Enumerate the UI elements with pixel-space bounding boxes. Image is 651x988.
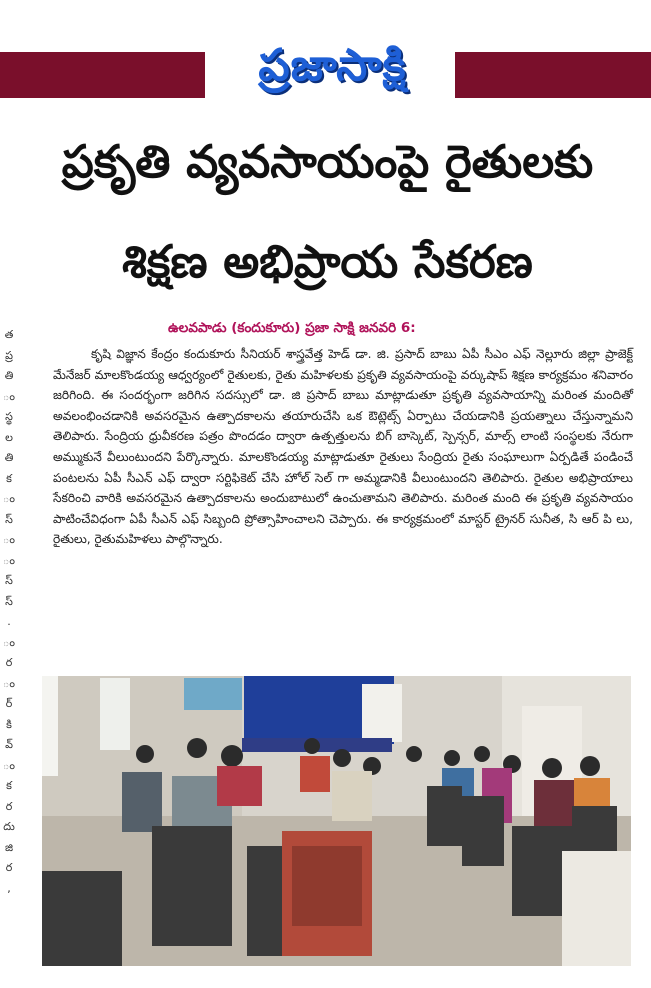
adjacent-column-char: స్ [5, 574, 13, 587]
adjacent-column-char: ర [5, 799, 13, 813]
adjacent-column-char: త [4, 328, 14, 341]
newspaper-logo: ప్రజాసాక్షి [258, 40, 407, 91]
masthead [0, 0, 651, 110]
adjacent-column-char: , [7, 881, 11, 895]
adjacent-column-char: స్ [5, 512, 13, 526]
adjacent-column-char: తి [4, 451, 14, 464]
masthead-bar-left [0, 52, 205, 98]
headline-line-2: శిక్షణ అభిప్రాయ సేకరణ [122, 235, 533, 288]
adjacent-column-char: ప్ర [5, 348, 13, 362]
adjacent-column-char: వ్ [5, 738, 13, 751]
adjacent-column-char: ం [3, 389, 15, 403]
adjacent-column-char: ం [3, 492, 15, 505]
adjacent-column-char: ం [3, 533, 15, 546]
workshop-photo-illustration [42, 676, 631, 966]
adjacent-column-char: క [6, 471, 12, 485]
masthead-bar-right [455, 52, 651, 98]
event-photo [42, 676, 631, 966]
adjacent-column-char: ల [5, 430, 13, 444]
adjacent-column-char: ం [3, 676, 15, 690]
adjacent-column-char: తి [4, 369, 14, 382]
adjacent-column-char: . [7, 615, 11, 628]
adjacent-column-char: ర [5, 656, 13, 669]
headline-line-1: ప్రకృతి వ్యవసాయంపై రైతులకు [61, 135, 594, 188]
adjacent-column-char: ం [3, 635, 15, 649]
adjacent-column-char: స్ [5, 594, 13, 608]
adjacent-column-char: క [6, 779, 12, 792]
adjacent-column-char: ర్ [5, 697, 13, 710]
adjacent-column-char: జి [4, 840, 14, 854]
adjacent-column-char: స్థ [5, 410, 13, 423]
adjacent-column-char: ం [3, 758, 15, 772]
dateline: ఉలవపాడు (కందుకూరు) ప్రజా సాక్షి జనవరి 6: [168, 320, 416, 336]
adjacent-column-char: ర [5, 861, 13, 874]
adjacent-column-char: ం [3, 553, 15, 567]
adjacent-column-char: దు [3, 820, 15, 833]
adjacent-column-char: కి [6, 717, 12, 731]
adjacent-column-fragment [0, 325, 18, 985]
article-body: కృషి విజ్ఞాన కేంద్రం కందుకూరు సీనియర్ శాస్త్రవేత్త హెడ్ డా. జి. ప్రసాద్ బాబు ఏపీ సీఎం ఎఫ్ నెల్లూరు జిల్లా ప్రాజెక్ట్ మేనేజర్ మాలకొండయ్య ఆధ్వర్యంలో రైతులకు, రైతు మహిళలకు ప్రకృతి వ్యవసాయంపై వర్కుషాప్ శిక్షణ కార్యక్రమం శనివారం జరిగింది. ఈ సందర్భంగా జరిగిన సదస్సులో డా. జి ప్రసాద్ బాబు మాట్లాడుతూ ప్రకృతి వ్యవసాయాన్ని మరింత మందితో అవలంభించడానికి అవసరమైన ఉత్పాదకాలను తయారుచేసి ఒక ఔట్లెట్స్ ఏర్పాటు చేయడానికి ప్రయత్నాలు చేస్తున్నామని తెలిపారు. సేంద్రియ ధ్రువీకరణ పత్రం పొందడం ద్వారా ఉత్పత్తులను బిగ్ బాస్కెట్, స్పెన్సర్, మాల్స్ లాంటి సంస్థలకు నేరుగా అమ్ముకునే వీలుంటుందని పేర్కొన్నారు. మాలకొండయ్య మాట్లాడుతూ రైతులు సేంద్రియ రైతు సంఘాలుగా ఏర్పడితే పండించే పంటలను ఏపీ సీఎన్ ఎఫ్ ద్వారా సర్టిఫికెట్ చేసి హోల్ సెల్ గా అమ్మడానికి వీలుంటుందని తెలిపారు. రైతుల అభిప్రాయాలు సేకరించి వారికి అవసరమైన ఉత్పాదకాలను అందుబాటులో ఉంచుతామని తెలిపారు. మరింత మంది ఈ ప్రకృతి వ్యవసాయం పాటించేవిధంగా ఏపీ సీఎన్ ఎఫ్ సిబ్బంది ప్రోత్సాహించాలని చెప్పారు. ఈ కార్యక్రమంలో మాస్టర్ ట్రైనర్ సునీత, సి ఆర్ పి లు, రైతులు, రైతుమహిళలు పాల్గొన్నారు. [53, 347, 633, 547]
